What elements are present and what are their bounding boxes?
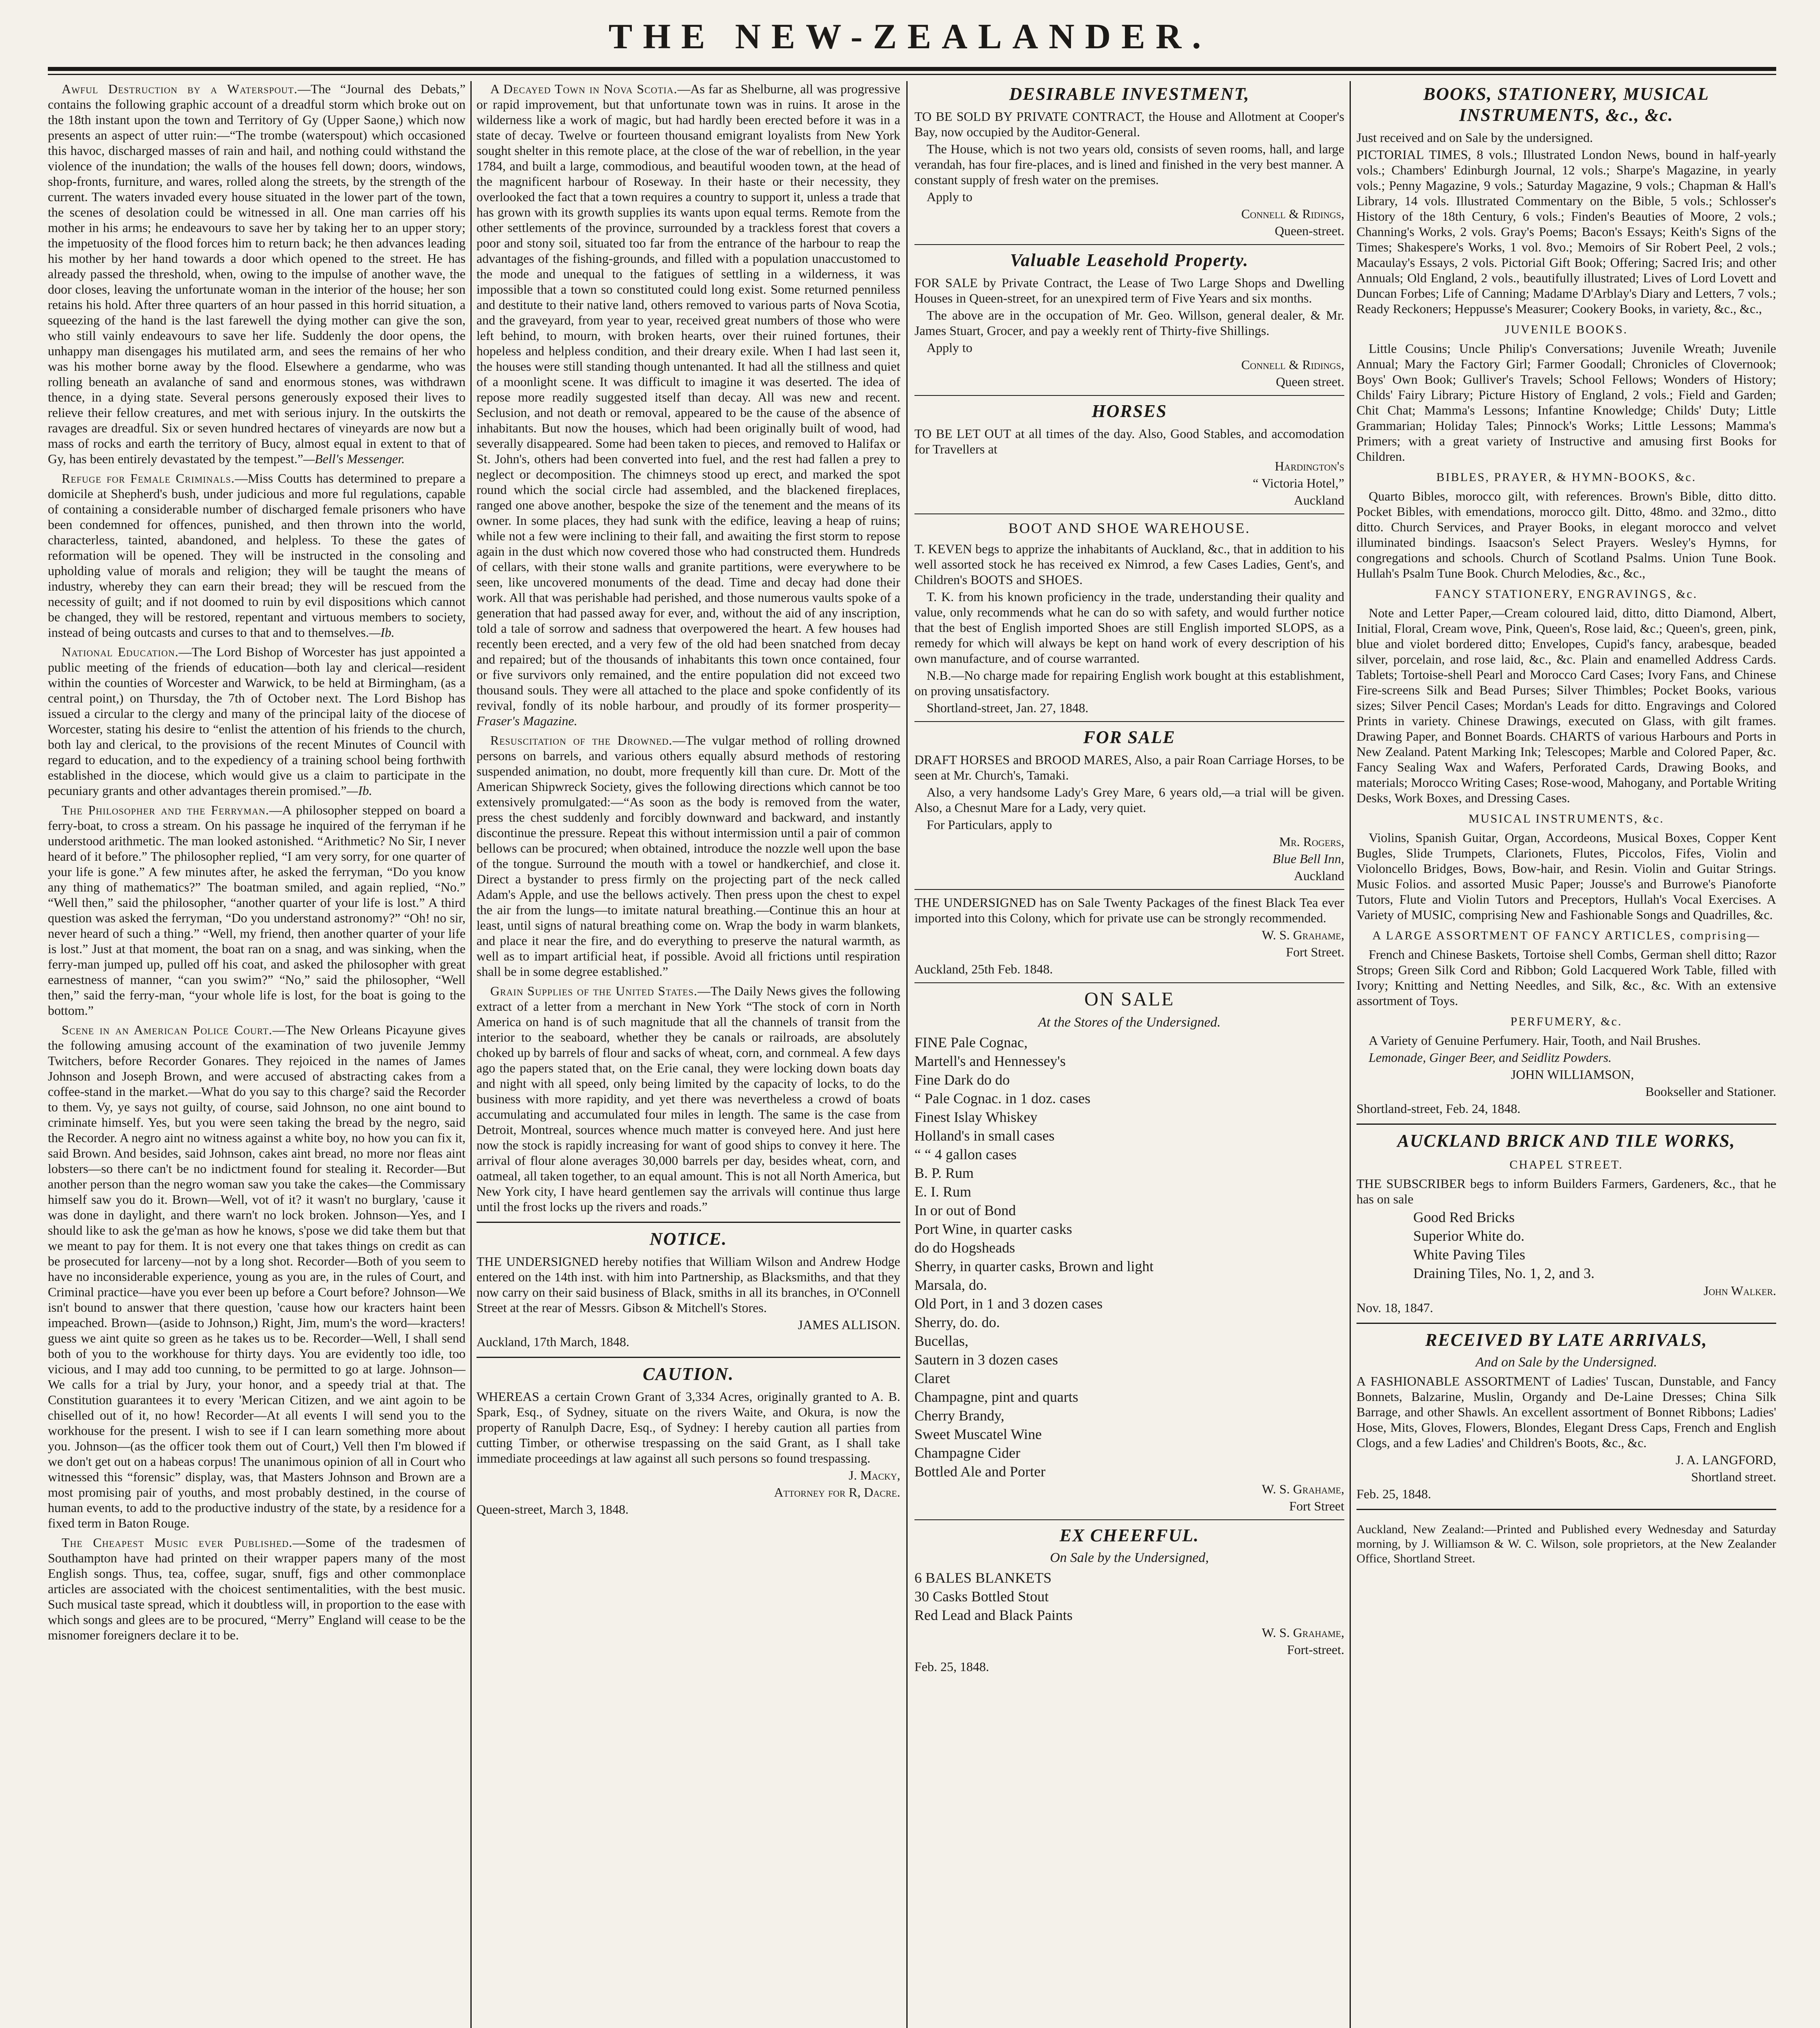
books-heading: BOOKS, STATIONERY, MUSICAL INSTRUMENTS, &c., &c. [1423, 84, 1709, 125]
list-item: Bottled Ale and Porter [914, 1463, 1045, 1480]
excheerful-heading: EX CHEERFUL. [1059, 1525, 1200, 1545]
received-signature: J. A. LANGFORD, [1675, 1452, 1776, 1467]
leasehold-agent: Connell & Ridings, [1241, 357, 1344, 372]
tea-dateline: Auckland, 25th Feb. 1848. [914, 962, 1053, 976]
list-item: Champagne, pint and quarts [914, 1389, 1078, 1405]
books-list: PICTORIAL TIMES, 8 vols.; Illustrated London News, bound in half-yearly vols.; Chambers' Edinburgh Journal, 12 vols.; Sharpe's Magazine, in yearly vols.; Penny Magazine, 9 vols.; Saturday Magazine, 9 vols.; Chapman & Hall's Library, 14 vols. Illustrated Commentary on the Bible, 5 vols.; Schlosser's History of the 18th Century, 6 vols.; Finden's Beauties of Moore, 2 vols.; Channing's Works, 2 vols. Gray's Poems; Bacon's Essays; Keith's Signs of the Times; Shakespere's Works, 1 vol. 8vo.; Memoirs of Sir Robert Peel, 2 vols.; Macaulay's Essays, 2 vols. Pictorial Gift Book; Offering; Sacred Iris; and other Annuals; Old England, 2 vols., beautifully illustrated; Lives of Lord Lovett and Duncan Forbes; Life of Canning; Madame D'Arblay's Diary and Letters, 7 vols.; Ready Reckoners; Heppusse's Measurer; Cookery Books, in variety, &c., &c., [1356, 147, 1776, 316]
column-divider [1350, 81, 1351, 2028]
excheerful-list [914, 1569, 1344, 1624]
boots-note: N.B.—No charge made for repairing English work bought at this establishment, on proving unsatisfactory. [914, 668, 1344, 698]
news-item [48, 644, 466, 798]
news-item-lead: Refuge for Female Criminals. [62, 471, 235, 486]
for-sale-advert [914, 727, 1344, 883]
excheerful-subheading: On Sale by the Undersigned, [1050, 1550, 1209, 1565]
books-intro: Just received and on Sale by the undersigned. [1356, 130, 1593, 145]
separator [1356, 1323, 1776, 1324]
separator [914, 721, 1344, 722]
forsale-body-2: Also, a very handsome Lady's Grey Mare, 6 years old,—a trial will be given. Also, a Chesnut Mare for a Lady, very quiet. [914, 785, 1344, 815]
list-item: “ Pale Cognac. in 1 doz. cases [914, 1090, 1090, 1106]
horses-place: Auckland [1294, 493, 1344, 507]
news-item [48, 802, 466, 1018]
desirable-address: Queen-street. [1275, 223, 1344, 238]
separator [476, 1357, 900, 1358]
leasehold-heading: Valuable Leasehold Property. [1010, 250, 1249, 270]
forsale-inn: Blue Bell Inn, [1273, 851, 1344, 866]
caution-heading: CAUTION. [642, 1364, 734, 1384]
musical-list: Violins, Spanish Guitar, Organ, Accordeons, Musical Boxes, Copper Kent Bugles, Slide Trumpets, Clarionets, Flutes, Piccolos, Fifes, Violin and Violoncello Bridges, Bows, Bow-hair, and Resin. Violin and Guitar Strings. Music Folios. and assorted Music Paper; Jousse's and Burrowe's Pianoforte Tutors, Flute and Violin Tutors and Preceptors, Hullah's Vocal Exercises. A Variety of MUSIC, comprising New and Fashionable Songs and Quadrilles, &c. [1356, 830, 1776, 922]
desirable-investment-advert [914, 84, 1344, 238]
caution-signature: J. Macky, [848, 1468, 900, 1482]
news-item [48, 1022, 466, 1531]
list-item: Superior White do. [1413, 1228, 1525, 1244]
list-item: E. I. Rum [914, 1184, 971, 1200]
column-divider [906, 81, 908, 2028]
list-item: Red Lead and Black Paints [914, 1607, 1073, 1623]
separator [914, 395, 1344, 396]
books-role: Bookseller and Stationer. [1645, 1084, 1776, 1099]
brick-body: THE SUBSCRIBER begs to inform Builders Farmers, Gardeners, &c., that he has on sale [1356, 1176, 1776, 1206]
perfumery-heading: PERFUMERY, &c. [1510, 1015, 1623, 1028]
news-item-lead: Grain Supplies of the United States. [490, 984, 698, 998]
list-item: Sautern in 3 dozen cases [914, 1351, 1058, 1368]
leasehold-address: Queen street. [1276, 374, 1344, 389]
news-item-lead: Scene in an American Police Court. [62, 1023, 273, 1037]
tea-advert [914, 895, 1344, 977]
tea-body: THE UNDERSIGNED has on Sale Twenty Packages of the finest Black Tea ever imported into this Colony, which for private use can be strongly recommended. [914, 895, 1344, 925]
forsale-place: Auckland [1294, 868, 1344, 883]
leasehold-apply: Apply to [927, 340, 972, 355]
leasehold-body: FOR SALE by Private Contract, the Lease of Two Large Shops and Dwelling Houses in Queen-street, for an unexpired term of Five Years and six months. [914, 275, 1344, 305]
news-item-lead: The Cheapest Music ever Published. [62, 1535, 293, 1550]
tea-signature: W. S. Grahame, [1262, 928, 1344, 942]
news-item-body: —The Daily News gives the following extract of a letter from a merchant in New York “The stock of corn in North America on hand is of such magnitude that all the channels of transit from the interior to the seaboard, whether they be canals or railroads, are absolutely choked up by barrels of flour and sacks of wheat, corn, and cornmeal. A few days ago the papers stated that, on the Erie canal, they were locking down boats day and night with all speed, only being limited by the capacity of locks, to do the business with more rapidity, and yet there was nevertheless a crowd of boats accumulating and accumulated four miles in length. The same is the case from Detroit, Montreal, sources whence much matter is conveyed here. And just here now the stock is rapidly increasing for want of good ships to convey it here. The arrival of flour alone averages 30,000 barrels per day, besides wheat, corn, and oatmeal, all taken together, to an equal amount. This is not all North America, but New York city, I have heard gentlemen say the arrivals will continue thus large until the frost locks up the rivers and roads.” [476, 984, 900, 1214]
news-item-source: —Ib. [346, 783, 372, 798]
separator [1356, 1509, 1776, 1510]
news-item [476, 983, 900, 1214]
list-item: 6 BALES BLANKETS [914, 1570, 1052, 1586]
separator [914, 889, 1344, 890]
list-item: Bucellas, [914, 1333, 968, 1349]
list-item: Sherry, in quarter casks, Brown and light [914, 1258, 1154, 1274]
list-item: Sherry, do. do. [914, 1314, 1000, 1330]
horses-body: TO BE LET OUT at all times of the day. Also, Good Stables, and accomodation for Travellers at [914, 426, 1344, 456]
horses-hotel: “ Victoria Hotel,” [1253, 476, 1344, 490]
ex-cheerful-advert [914, 1525, 1344, 1674]
received-heading: RECEIVED BY LATE ARRIVALS, [1425, 1330, 1708, 1350]
news-item-body: —The vulgar method of rolling drowned persons on barrels, and various others equally absurd methods of restoring suspended animation, no doubt, more frequently kill than cure. Dr. Mott of the American Shipwreck Society, gives the following directions which cannot be too extensively promulgated:—“As soon as the body is removed from the water, press the chest suddenly and forcibly downward and backward, and instantly discontinue the pressure. Repeat this without intermission until a pair of common bellows can be procured; when obtained, introduce the nozzle well upon the base of the tongue. Surround the mouth with a towel or handkerchief, and close it. Direct a bystander to press firmly on the projecting part of the neck called Adam's Apple, and use the bellows actively. Then press upon the chest to expel the air from the lungs—to imitate natural breathing.—Continue this an hour at least, until signs of natural breathing come on. Wrap the body in warm blankets, and place it near the fire, and do everything to preserve the natural warmth, as well as to impart artificial heat, if possible. Avoid all frictions until respiration shall be in some degree established.” [476, 733, 900, 979]
forsale-body: DRAFT HORSES and BROOD MARES, Also, a pair Roan Carriage Horses, to be seen at Mr. Church's, Tamaki. [914, 752, 1344, 782]
horses-heading: HORSES [1092, 401, 1167, 421]
list-item: Port Wine, in quarter casks [914, 1221, 1072, 1237]
received-body: A FASHIONABLE ASSORTMENT of Ladies' Tuscan, Dunstable, and Fancy Bonnets, Balzarine, Muslin, Organdy and De-Laine Dresses; China Silk Barrage, and other Shawls. An excellent assortment of Bonnet Ribbons; Ladies' Hose, Mits, Gloves, Flowers, Blondes, Elegant Dress Caps, French and English Clogs, and a few Ladies' and Children's Boots, &c., &c. [1356, 1374, 1776, 1450]
brick-heading: AUCKLAND BRICK AND TILE WORKS, [1397, 1131, 1736, 1151]
fancy-articles-heading: A LARGE ASSORTMENT OF FANCY ARTICLES, comprising— [1372, 929, 1761, 942]
received-dateline: Feb. 25, 1848. [1356, 1487, 1431, 1501]
column-2 [476, 81, 900, 2028]
caution-dateline: Queen-street, March 3, 1848. [476, 1502, 629, 1517]
forsale-heading: FOR SALE [1083, 727, 1176, 747]
fancy-stationery-heading: FANCY STATIONERY, ENGRAVINGS, &c. [1435, 587, 1698, 601]
brick-dateline: Nov. 18, 1847. [1356, 1300, 1434, 1315]
list-item: do do Hogsheads [914, 1240, 1015, 1256]
forsale-apply: For Particulars, apply to [927, 817, 1052, 832]
list-item: White Paving Tiles [1413, 1246, 1526, 1263]
news-item [48, 1535, 466, 1643]
separator [914, 244, 1344, 245]
perfumery-text: A Variety of Genuine Perfumery. Hair, Tooth, and Nail Brushes. [1369, 1033, 1701, 1048]
news-item [476, 81, 900, 728]
list-item: “ “ 4 gallon cases [914, 1146, 1017, 1162]
caution-advert [476, 1364, 900, 1517]
notice-dateline: Auckland, 17th March, 1848. [476, 1334, 629, 1349]
separator [914, 513, 1344, 514]
desirable-agent: Connell & Ridings, [1241, 206, 1344, 221]
musical-heading: MUSICAL INSTRUMENTS, &c. [1468, 812, 1664, 825]
boots-heading: BOOT AND SHOE WAREHOUSE. [1008, 520, 1251, 536]
list-item: 30 Casks Bottled Stout [914, 1588, 1049, 1605]
list-item: Champagne Cider [914, 1445, 1020, 1461]
bibles-heading: BIBLES, PRAYER, & HYMN-BOOKS, &c. [1436, 470, 1697, 484]
brick-subheading: CHAPEL STREET. [1509, 1158, 1623, 1171]
list-item: Cherry Brandy, [914, 1407, 1004, 1424]
list-item: Sweet Muscatel Wine [914, 1426, 1042, 1442]
tea-address: Fort Street. [1286, 945, 1344, 959]
news-item-source: —Bell's Messenger. [303, 451, 405, 466]
column-divider [470, 81, 472, 2028]
horses-advert [914, 401, 1344, 508]
onsale-list [914, 1033, 1344, 1480]
boot-shoe-advert [914, 519, 1344, 715]
books-signature: JOHN WILLIAMSON, [1511, 1067, 1634, 1082]
leasehold-advert [914, 250, 1344, 389]
caution-attorney: Attorney for R, Dacre. [774, 1485, 900, 1500]
news-item-body: —The Lord Bishop of Worcester has just appointed a public meeting of the friends of education—both lay and clerical—resident within the counties of Worcester and Warwick, to be held at Birmingham, (as a central point,) on Thursday, the 7th of October next. The Lord Bishop has issued a circular to the clergy and many of the principal laity of the diocese of Worcester, stating his desire to “enlist the attention of his friends to the church, both lay and clerical, to the provisions of the recent Minutes of Council with regard to education, and to the expediency of a training school being forthwith established in the diocese, which would give us a claim to participate in the pecuniary grants and other advantages therein promised.” [48, 644, 466, 798]
masthead-rule-thin [48, 74, 1776, 75]
desirable-heading: DESIRABLE INVESTMENT, [1009, 84, 1250, 104]
bibles-list: Quarto Bibles, morocco gilt, with references. Brown's Bible, ditto ditto. Pocket Bibles, with emendations, morocco gilt. Ditto, 48mo. and 32mo., ditto ditto. Church Services, and Prayer Books, in elegant morocco and velvet illuminated bindings. Isaacson's Select Prayers. Wesley's Hymns, for congregations and schools. Church of Scotland Psalms. Union Tune Book. Hullah's Psalm Tune Book. Church Melodies, &c., &c., [1356, 489, 1776, 580]
separator [914, 1519, 1344, 1520]
news-item-source: —Fraser's Magazine. [476, 698, 900, 728]
caution-body: WHEREAS a certain Crown Grant of 3,334 Acres, originally granted to A. B. Spark, Esq., of Sydney, situate on the rivers Waite, and Okura, is now the property of Ranulph Dacre, Esq., of Sydney: I hereby caution all parties from cutting Timber, or otherwise trespassing on the said Grant, as I shall take immediate proceedings at law against all such persons so found trespassing. [476, 1389, 900, 1465]
news-item [48, 470, 466, 640]
excheerful-dateline: Feb. 25, 1848. [914, 1659, 989, 1674]
leasehold-body-2: The above are in the occupation of Mr. Geo. Willson, general dealer, & Mr. James Stuart, Grocer, and pay a weekly rent of Thirty-five Shillings. [914, 308, 1344, 338]
list-item: FINE Pale Cognac, [914, 1034, 1028, 1051]
notice-heading: NOTICE. [649, 1229, 728, 1249]
forsale-agent: Mr. Rogers, [1279, 834, 1344, 849]
boots-body: T. KEVEN begs to apprize the inhabitants of Auckland, &c., that in addition to his well assorted stock he has received ex Nimrod, a few Cases Ladies, Gent's, and Children's BOOTS and SHOES. [914, 541, 1344, 587]
imprint: Auckland, New Zealand:—Printed and Published every Wednesday and Saturday morning, by J. Williamson & W. C. Wilson, sole proprietors, at the New Zealander Office, Shortland Street. [1356, 1523, 1776, 1565]
news-item-lead: A Decayed Town in Nova Scotia. [490, 82, 678, 96]
onsale-signature: W. S. Grahame, [1262, 1482, 1344, 1496]
boots-body-2: T. K. from his known proficiency in the trade, understanding their quality and value, only recommends what he can do so with safety, and would further notice that the best of English imported Shoes are still English imported SLOPS, as a remedy for which will always be kept on hand work of every description of his own manufacture, and of course warranted. [914, 589, 1344, 666]
onsale-address: Fort Street [1289, 1499, 1344, 1513]
desirable-body-2: The House, which is not two years old, consists of seven rooms, hall, and large verandah, has four fire-places, and is lined and finished in the very best manner. A constant supply of fresh water on the premises. [914, 142, 1344, 187]
boots-dateline: Shortland-street, Jan. 27, 1848. [927, 700, 1089, 715]
list-item: Old Port, in 1 and 3 dozen cases [914, 1295, 1103, 1312]
received-advert [1356, 1330, 1776, 1502]
news-item-lead: The Philosopher and the Ferryman. [62, 803, 269, 817]
news-item-body: —Some of the tradesmen of Southampton have had printed on their wrapper papers many of the most English songs. Thus, tea, coffee, sugar, snuff, figs and other commonplace articles are associated with the choicest sentimentalities, with the best music. Such musical taste spread, which it doubtless will, in proportion to the ease with which songs and glees are to be procured, “Merry” England will cease to be the misnomer foreigners declare it to be. [48, 1535, 466, 1642]
received-address: Shortland street. [1691, 1469, 1776, 1484]
onsale-subheading: At the Stores of the Undersigned. [1038, 1015, 1221, 1030]
horses-proprietor: Hardington's [1275, 459, 1344, 473]
news-item-lead: Awful Destruction by a Waterspout. [62, 82, 298, 96]
list-item: Martell's and Hennessey's [914, 1053, 1066, 1069]
juvenile-list: Little Cousins; Uncle Philip's Conversations; Juvenile Wreath; Juvenile Annual; Mary the Factory Girl; Farmer Goodall; Chronicles of Clovernook; Boys' Own Book; Gulliver's Travels; School Fellows; Wonders of History; Childs' Fairy Library; Picture History of England, 2 vols.; Field and Garden; Chit Chat; Mamma's Lessons; Infantine Knowledge; Childs' Duty; Little Grammarian; Holiday Tales; Pinnock's Works; Little Lessons; Mamma's Primers; with a great variety of Instructive and amusing first Books for Children. [1356, 341, 1776, 464]
column-3 [914, 81, 1344, 2028]
brick-signature: John Walker. [1703, 1283, 1776, 1298]
masthead-rule [48, 67, 1776, 71]
list-item: Good Red Bricks [1413, 1209, 1515, 1225]
list-item: Draining Tiles, No. 1, 2, and 3. [1413, 1265, 1595, 1281]
brick-list [1356, 1208, 1776, 1282]
list-item: Fine Dark do do [914, 1072, 1010, 1088]
separator [914, 982, 1344, 983]
fancy-stationery-list: Note and Letter Paper,—Cream coloured laid, ditto, ditto Diamond, Albert, Initial, Floral, Cream wove, Pink, Queen's, Rose laid, &c.; Queen's, green, pink, blue and violet bordered ditto; Envelopes, Cupid's fancy, arabesque, beaded silver, porcelain, and rose laid, &c., &c. Plain and enamelled Address Cards. Tablets; Tortoise-shell Pearl and Morocco Card Cases; Ivory Fans, and Chinese Fire-screens Silk and Bead Purses; Silver Thimbles; Pocket Books, various sizes; Silver Pencil Cases; Mordan's Leads for ditto. Engravings and Colored Prints in variety. Chinese Drawings, executed on Glass, with gilt frames. Drawing Paper, and Bonnet Boards. CHARTS of various Harbours and Ports in New Zealand. Patent Marking Ink; Telescopes; Marble and Colored Paper, &c. Fancy Sealing Wax and Wafers, Perforated Cards, Drawing Books, and materials; Morocco Writing Cases; Rose-wood, Mahogany, and Portable Writing Desks, Work Boxes, and Dressing Cases. [1356, 606, 1776, 805]
news-item-body: —A philosopher stepped on board a ferry-boat, to cross a stream. On his passage he inquired of the ferryman if he understood arithmetic. The man looked astonished. “Arithmetic? No Sir, I never heard of it before.” The philosopher replied, “I am very sorry, for one quarter of your life is gone.” A few minutes after, he asked the ferryman, “Do you know any thing of mathematics?” The boatman smiled, and again replied, “No.” “Well then,” said the philosopher, “another quarter of your life is lost.” A third question was asked the ferryman, “Do you understand astronomy?” “Oh! no sir, never heard of such a thing.” “Well, my friend, then another quarter of your life is lost.” Just at that moment, the boat ran on a snag, and was sinking, when the ferry-man jumped up, pulled off his coat, and asked the philosopher with great earnestness of manner, “can you swim?” “No,” said the philosopher, “Well then,” said the ferry-man, “your whole life is lost, for the boat is going to the bottom.” [48, 803, 466, 1018]
lemonade-text: Lemonade, Ginger Beer, and Seidlitz Powders. [1369, 1050, 1612, 1065]
excheerful-signature: W. S. Grahame, [1262, 1625, 1344, 1640]
news-item-source: —Ib. [369, 625, 395, 640]
news-item-lead: Resuscitation of the Drowned. [490, 733, 673, 748]
separator [476, 1222, 900, 1223]
books-dateline: Shortland-street, Feb. 24, 1848. [1356, 1101, 1521, 1116]
notice-advert [476, 1229, 900, 1349]
on-sale-advert [914, 988, 1344, 1514]
list-item: B. P. Rum [914, 1165, 974, 1181]
news-item [476, 733, 900, 979]
notice-body: THE UNDERSIGNED hereby notifies that William Wilson and Andrew Hodge entered on the 14th inst. with him into Partnership, as Blacksmiths, and that they now carry on their said business of Black, smiths in all its branches, in O'Connell Street at the rear of Messrs. Gibson & Mitchell's Stores. [476, 1254, 900, 1315]
news-item [48, 81, 466, 466]
books-advert [1356, 84, 1776, 1116]
news-item-body: —The “Journal des Debats,” contains the following graphic account of a dreadful storm which broke out on the 18th instant upon the town and Territory of Gy (Upper Saone,) which now presents an aspect of utter ruin:—“The trombe (waterspout) which occasioned this havoc, discharged masses of rain and hail, and nothing could withstand the violence of the inundation; the walls of the houses fell down; doors, windows, shop-fronts, furniture, and wares, rolled along the streets, by the strength of the current. The waters invaded every house situated in the lower part of the town, the scenes of desolation could be witnessed in all. One man carries off his mother in his arms; he endeavours to save her by taking her to an upper story; the impetuosity of the flood forces him to return back; he then advances leading his mother by her hand towards a door which opened to the street. He has already passed the threshold, when, owing to the impulse of another wave, the door closes, leaving the unfortunate woman in the interior of the house; her son retains his hold. After three quarters of an hour passed in this horrid situation, a squeezing of the hand is the last farewell the dying mother can give the son, who still vainly endeavours to save her life. Suddenly the door opens, the unhappy man disengages his mutilated arm, and sees the remains of her who was his mother borne away by the flood. Elsewhere a gendarme, who was rolling beneath an avalanche of sand and enormous stones, was withdrawn thence, in a dying state. Several persons generously exposed their lives to relieve their fellow creatures, and met with serious injury. In the outskirts the ravages are dreadful. Six or seven hundred hectares of vineyards are now but a mass of rocks and earth the territory of Bucy, almost equal in extent to that of Gy, has been entirely devastated by the tempest.” [48, 82, 466, 466]
list-item: Claret [914, 1370, 950, 1386]
list-item: Holland's in small cases [914, 1128, 1055, 1144]
separator [1356, 1124, 1776, 1125]
column-4 [1356, 81, 1776, 2028]
list-item: Finest Islay Whiskey [914, 1109, 1038, 1125]
brick-tile-advert [1356, 1130, 1776, 1315]
juvenile-heading: JUVENILE BOOKS. [1505, 323, 1628, 336]
desirable-body: TO BE SOLD BY PRIVATE CONTRACT, the House and Allotment at Cooper's Bay, now occupied by the Auditor-General. [914, 109, 1344, 139]
received-subheading: And on Sale by the Undersigned. [1475, 1355, 1657, 1370]
news-item-body: —Miss Coutts has determined to prepare a domicile at Shepherd's bush, under judicious and more ful regulations, capable of containing a considerable number of discharged female prisoners who have been condemned for offences, punished, and then thrown into the world, characterless, tainted, abandoned, and helpless. To these the gates of reformation will be opened. They will be instructed in the consoling and upholding value of morals and religion; they will be taught the means of industry, whereby they can earn their bread; they will be rescued from the necessity of guilt; and if not doomed to ruin by evil dispositions which cannot be changed, they will be restored, repentant and virtuous members to society, instead of being outcasts and curses to that and to themselves. [48, 471, 466, 640]
notice-signature: JAMES ALLISON. [798, 1317, 900, 1332]
list-item: Marsala, do. [914, 1277, 987, 1293]
list-item: In or out of Bond [914, 1202, 1016, 1218]
news-item-lead: National Education. [62, 644, 179, 659]
news-item-body: —As far as Shelburne, all was progressive or rapid improvement, but that unfortunate town was in ruins. It arose in the wilderness like a work of magic, but had hardly been erected before it was in a state of decay. Twelve or fourteen thousand emigrant loyalists from New York sought shelter in this remote place, at the close of the war of rebellion, in the year 1784, and built a large, commodious, and beautiful wooden town, at the head of the magnificent harbour of Roseway. In their haste or their necessity, they overlooked the fact that a town requires a country to support it, unless a trade that has grown with its growth supplies its wants upon equal terms. Remote from the other settlements of the province, surrounded by a trackless forest that covers a poor and stony soil, situated too far from the entrance of the harbour to reap the advantages of the fishing-grounds, and filled with a population unaccustomed to the mode and unequal to the fatigues of settling in a wilderness, it was impossible that a town so constituted could long exist. Some returned penniless and destitute to their native land, others removed to various parts of Nova Scotia, and the graveyard, from year to year, received great numbers of those who were left behind, to mourn, with broken hearts, over their ruined fortunes, their hopeless and helpless condition, and their dreary exile. When I had last seen it, the houses were still standing though untenanted. It had all the stillness and quiet of a moonlight scene. It was difficult to imagine it was deserted. The idea of repose more readily suggested itself than decay. All was new and recent. Seclusion, and not death or removal, appeared to be the cause of the absence of inhabitants. But now the houses, which had been originally built of wood, had severally disappeared. Some had been taken to pieces, and removed to Halifax or St. John's, others had been converted into fuel, and the rest had fallen a prey to neglect or decomposition. The chimneys stood up erect, and marked the spot round which the social circle had assembled, and the blackened fireplaces, ranged one above another, bespoke the size of the tenement and the means of its owner. In some places, they had sunk with the edifice, leaving a heap of ruins; while not a few were inclining to their fall, and awaiting the first storm to repose again in the dust which now covered those who had constructed them. Hundreds of cellars, with their stone walls and granite partitions, were everywhere to be seen, like uncovered monuments of the dead. Time and decay had done their work. All that was perishable had perished, and those numerous vaults spoke of a generation that had passed away for ever, and, without the aid of any inscription, told a tale of sorrow and sadness that overpowered the heart. A few houses had recently been erected, and a very few of the old had been snatched from decay and repaired; but of the thousands of inhabitants this town once contained, four or five survivors only remained, and the entire population did not exceed two thousand souls. They were all attached to the place and spoke confidently of its revival, fondly of its noble harbour, and proudly of its former prosperity [476, 82, 900, 713]
masthead: THE NEW-ZEALANDER. [608, 17, 1212, 56]
desirable-apply: Apply to [927, 189, 972, 204]
onsale-heading: ON SALE [1084, 988, 1175, 1010]
fancy-articles-list: French and Chinese Baskets, Tortoise shell Combs, German shell ditto; Razor Strops; Green Silk Cord and Ribbon; Gold Lacquered Work Table, filled with Ivory; Knitting and Netting Needles, and Silk, &c., &c. With an extensive assortment of Toys. [1356, 947, 1776, 1008]
news-item-body: —The New Orleans Picayune gives the following amusing account of the examination of two juvenile Jemmy Twitchers, before Recorder Gonares. They rejoiced in the names of James Johnson and Joseph Brown, and were accused of abstracting cakes from a coffee-stand in the market.—What do you say to this charge? said the Recorder to them. Vy, ye says not guilty, of course, said Johnson, no one aint bound to criminate himself. Yes, but you were seen taking the bread by the negro, said the Recorder. A negro aint no witness against a white boy, no how you can fix it, said Brown. And besides, said Johnson, cakes aint bread, no more nor fleas aint lobsters—so there can't be no indictment found for stealing it. Recorder—But another person than the negro woman saw you take the cakes—the Commissary himself saw you do it. Brown—Well, vot of it? it wasn't no burglary, 'cause it was done in daylight, and there warn't no lock broken. Johnson—Yes, and I should like to ask the ge'man as how he knows, s'pose we did take them but that we meant to pay for them. It is not every one that takes things on credit as can be prosecuted for larceny—not by a long shot. Recorder—Both of you seem to have no inconsiderable experience, young as you are, in the rules of Court, and Criminal practice—have you ever been up before a Court before? Johnson—We isn't bound to answer that there question, 'cause how our kracters haint been impeached. Brown—(aside to Johnson,) Right, Jim, mum's the word—kracters! guess we aint quite so green as he takes us to be. Recorder—Well, I shall send both of you to the workhouse for thirty days. You are evidently too idle, too vicious, and I may add too cunning, to be permitted to go at large. Johnson—We calls for a trial by Jury, your honor, and a speedy trial at that. The Constitution guarantees it to every 'Merican Citizen, and we aint agoin to be chiselled out of it, no how! Recorder—At all events I will send you to the workhouse for the present. I wish to see if I can learn something more about you. Johnson—(as the officer took them out of Court,) Vell then I'm blowed if we don't get out on a habeas corpus! The unanimous opinion of all in Court who witnessed this “forensic” display, was, that Masters Johnson and Brown are a most promising pair of youths, and most probably destined, in the course of human events, to add to the productive industry of the state, by a residence for a fixed term in Baton Rouge. [48, 1023, 466, 1530]
excheerful-address: Fort-street. [1287, 1642, 1344, 1657]
column-1 [48, 81, 466, 2028]
